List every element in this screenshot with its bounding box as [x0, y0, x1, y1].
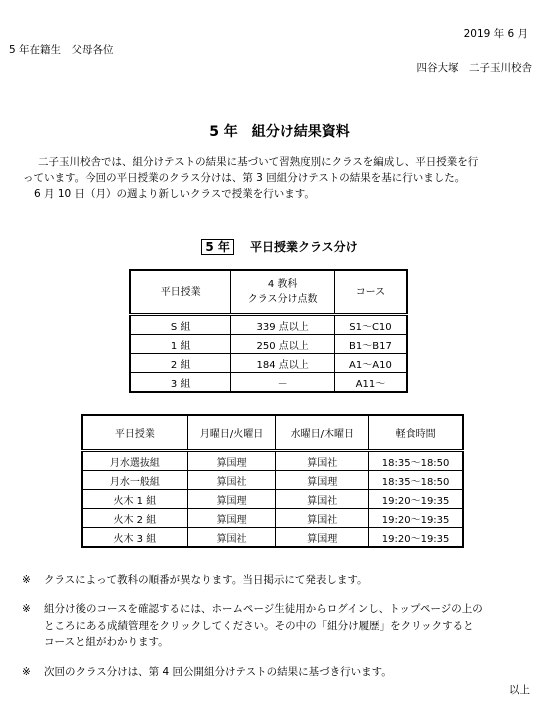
- table-cell: 火木 3 組: [82, 528, 187, 548]
- table-row: [130, 335, 407, 354]
- table-cell: 3 組: [130, 373, 231, 393]
- table-cell: 算国社: [276, 451, 369, 471]
- table-cell: 算国社: [276, 509, 369, 528]
- table-title: [0, 238, 559, 255]
- table-cell: 19:20～19:35: [369, 490, 463, 509]
- schedule-table-header: 平日授業: [82, 415, 187, 451]
- intro-line-2: っています。今回の平日授業のクラス分けは、第 3 回組分けテストの結果を基に行いました。: [23, 172, 466, 184]
- table-cell: 算国理: [187, 490, 276, 509]
- note-2: [22, 601, 532, 651]
- class-table-header: コース: [334, 270, 407, 315]
- note-mark: ※: [22, 603, 31, 615]
- table-cell: S 組: [130, 315, 231, 335]
- note-2-line-2: ところにある成績管理をクリックしてください。その中の「組分け履歴」をクリックすると: [44, 619, 474, 632]
- table-cell: 18:35～18:50: [369, 471, 463, 490]
- table-row: [82, 528, 463, 548]
- table-cell: 19:20～19:35: [369, 528, 463, 548]
- table-cell: A11～: [334, 373, 407, 393]
- table-cell: 火木 1 組: [82, 490, 187, 509]
- document-title: 5 年 組分け結果資料: [209, 124, 350, 140]
- table-row: [130, 354, 407, 373]
- intro-line-3: 6 月 10 日（月）の週より新しいクラスで授業を行います。: [34, 188, 315, 200]
- table-cell: 算国理: [187, 509, 276, 528]
- table-cell: 算国社: [276, 490, 369, 509]
- class-table-header-row: [130, 270, 407, 315]
- class-division-table: [129, 269, 408, 393]
- schedule-table-header: 月曜日/火曜日: [187, 415, 276, 451]
- table-cell: 19:20～19:35: [369, 509, 463, 528]
- note-1: [22, 572, 532, 589]
- table-cell: 月水一般組: [82, 471, 187, 490]
- sender-line: 四谷大塚 二子玉川校舎: [416, 62, 532, 74]
- table-cell: 339 点以上: [231, 315, 335, 335]
- table-cell: 算国社: [187, 471, 276, 490]
- note-2-line-3: コースと組がわかります。: [44, 636, 169, 648]
- table-row: [130, 315, 407, 335]
- table-row: [82, 471, 463, 490]
- table-row: [82, 490, 463, 509]
- table-cell: B1～B17: [334, 335, 407, 354]
- intro-line-1: 二子玉川校舎では、組分けテストの結果に基づいて習熟度別にクラスを編成し、平日授業を行: [38, 156, 479, 168]
- table-cell: 1 組: [130, 335, 231, 354]
- note-1-text: クラスによって教科の順番が異なります。当日掲示にて発表します。: [44, 574, 368, 586]
- table-cell: 250 点以上: [231, 335, 335, 354]
- note-mark: ※: [22, 666, 31, 678]
- table-cell: 火木 2 組: [82, 509, 187, 528]
- schedule-table-header-row: [82, 415, 463, 451]
- table-title-text: 平日授業クラス分け: [250, 240, 358, 254]
- table-cell: 算国理: [187, 451, 276, 471]
- schedule-table-header: 軽食時間: [369, 415, 463, 451]
- table-cell: －: [231, 373, 335, 393]
- table-cell: 算国理: [276, 471, 369, 490]
- table-row: [82, 451, 463, 471]
- table-cell: 2 組: [130, 354, 231, 373]
- intro-paragraph: [23, 154, 538, 202]
- table-row: [82, 509, 463, 528]
- table-cell: S1～C10: [334, 315, 407, 335]
- table-row: [130, 373, 407, 393]
- document-date: 2019 年 6 月: [463, 28, 528, 40]
- schedule-table-header: 水曜日/木曜日: [276, 415, 369, 451]
- note-mark: ※: [22, 574, 31, 586]
- table-cell: 184 点以上: [231, 354, 335, 373]
- note-3-text: 次回のクラス分けは、第 4 回公開組分けテストの結果に基づき行います。: [44, 666, 392, 678]
- class-table-header: 平日授業: [130, 270, 231, 315]
- note-2-line-1: 組分け後のコースを確認するには、ホームページ生徒用からログインし、トップページの上の: [44, 603, 483, 615]
- note-3: [22, 664, 532, 681]
- table-cell: 月水選抜組: [82, 451, 187, 471]
- table-cell: A1～A10: [334, 354, 407, 373]
- table-cell: 18:35～18:50: [369, 451, 463, 471]
- closing-text: 以上: [509, 684, 530, 696]
- table-cell: 算国理: [276, 528, 369, 548]
- schedule-table: [81, 414, 464, 548]
- recipient-line: 5 年在籍生 父母各位: [9, 44, 114, 56]
- class-table-header: 4 教科 クラス分け点数: [231, 270, 335, 315]
- table-title-grade: 5 年: [201, 239, 234, 255]
- table-cell: 算国社: [187, 528, 276, 548]
